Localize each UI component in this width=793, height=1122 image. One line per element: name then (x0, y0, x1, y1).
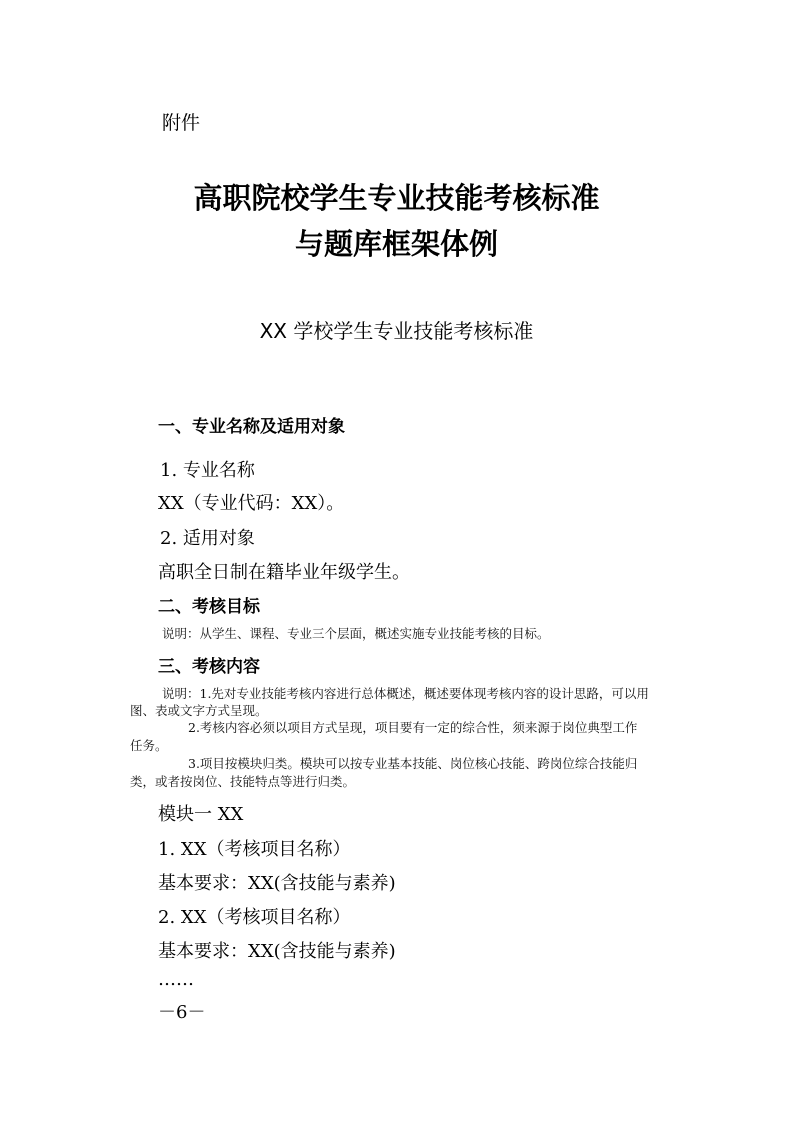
section2-note: 说明：从学生、课程、专业三个层面，概述实施专业技能考核的目标。 (162, 626, 550, 641)
document-title-line1: 高职院校学生专业技能考核标准 (193, 181, 600, 215)
page-number: －6－ (158, 1002, 206, 1023)
section3-heading: 三、考核内容 (158, 657, 260, 677)
section1-item1-value: XX（专业代码：XX）。 (158, 493, 345, 514)
section3-note2-line1: 2.考核内容必须以项目方式呈现，项目要有一定的综合性，须来源于岗位典型工作 (188, 720, 638, 735)
section3-note1-line2: 图、表或文字方式呈现。 (130, 703, 268, 718)
section3-note2-line2: 任务。 (130, 738, 168, 753)
section1-heading: 一、专业名称及适用对象 (158, 417, 345, 437)
document-title-line2: 与题库框架体例 (294, 227, 498, 261)
section1-item2-label: 2. 适用对象 (160, 528, 255, 549)
attachment-label: 附件 (162, 112, 201, 134)
section3-note1-line1: 说明：1.先对专业技能考核内容进行总体概述，概述要体现考核内容的设计思路，可以用 (162, 686, 649, 701)
section1-item1-label: 1. 专业名称 (160, 460, 255, 481)
ellipsis: …… (158, 969, 194, 990)
section2-heading: 二、考核目标 (158, 597, 260, 617)
project2-title: 2. XX（考核项目名称） (158, 907, 351, 928)
section3-note3-line2: 类，或者按岗位、技能特点等进行归类。 (130, 774, 356, 789)
section1-item2-value: 高职全日制在籍毕业年级学生。 (158, 562, 410, 583)
module-title: 模块一 XX (158, 804, 244, 825)
document-subtitle: XX 学校学生专业技能考核标准 (259, 319, 534, 343)
project1-requirements: 基本要求：XX(含技能与素养) (158, 873, 396, 894)
project2-requirements: 基本要求：XX(含技能与素养) (158, 941, 396, 962)
project1-title: 1. XX（考核项目名称） (158, 839, 351, 860)
section3-note3-line1: 3.项目按模块归类。模块可以按专业基本技能、岗位核心技能、跨岗位综合技能归 (188, 756, 638, 771)
